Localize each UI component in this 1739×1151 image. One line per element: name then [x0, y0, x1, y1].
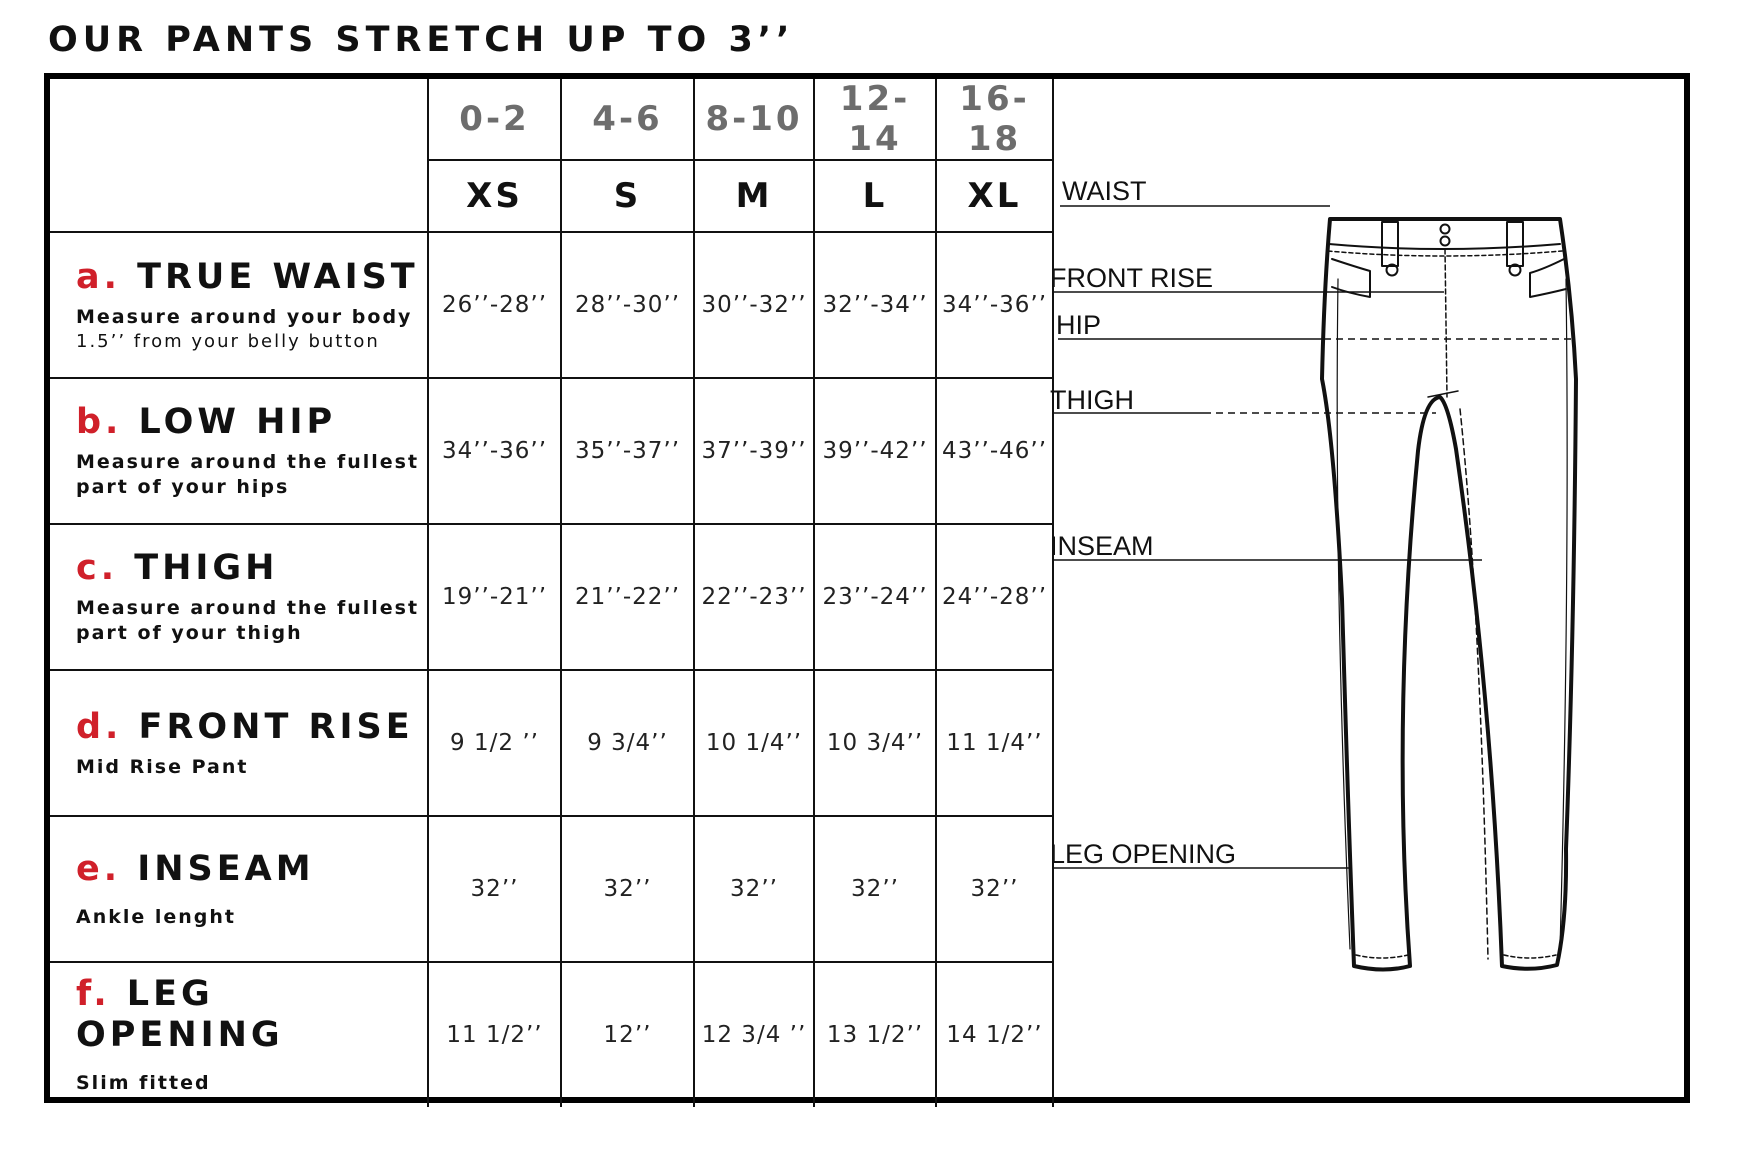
table-cell: 12’’: [561, 962, 694, 1107]
table-row: [50, 378, 1053, 524]
table-cell: 43’’-46’’: [936, 378, 1053, 524]
range-header-row: [50, 79, 1053, 160]
button: [1441, 225, 1450, 234]
size-chart-frame: [44, 73, 1690, 1103]
measurement-label: [50, 232, 428, 378]
table-cell: 10 1/4’’: [694, 670, 814, 816]
row-letter: f.: [76, 974, 111, 1015]
table-cell: 32’’: [814, 816, 936, 962]
measurement-label: [50, 670, 428, 816]
hip-label: HIP: [1056, 310, 1102, 340]
pocket: [1530, 259, 1566, 297]
table-cell: 34’’-36’’: [936, 232, 1053, 378]
table-cell: 32’’: [561, 816, 694, 962]
table-cell: 39’’-42’’: [814, 378, 936, 524]
table-cell: 19’’-21’’: [428, 524, 561, 670]
table-cell: 24’’-28’’: [936, 524, 1053, 670]
table-cell: 35’’-37’’: [561, 378, 694, 524]
row-letter: d.: [76, 706, 123, 747]
belt-loop: [1507, 222, 1523, 266]
table-cell: 37’’-39’’: [694, 378, 814, 524]
table-cell: 22’’-23’’: [694, 524, 814, 670]
size-header: XS: [428, 160, 561, 232]
table-cell: 13 1/2’’: [814, 962, 936, 1107]
row-letter: b.: [76, 402, 123, 443]
pants-diagram: [1052, 79, 1684, 1097]
table-cell: 34’’-36’’: [428, 378, 561, 524]
range-header: 8-10: [694, 79, 814, 160]
thigh-label: THIGH: [1050, 385, 1134, 415]
row-description: Slim fitted: [76, 1071, 211, 1094]
table-cell: 23’’-24’’: [814, 524, 936, 670]
belt-loop: [1382, 222, 1398, 266]
size-header: M: [694, 160, 814, 232]
table-cell: 10 3/4’’: [814, 670, 936, 816]
range-header: 4-6: [561, 79, 694, 160]
pants-outline: [1322, 219, 1576, 970]
measurement-label: [50, 378, 428, 524]
row-description: Ankle lenght: [76, 905, 237, 928]
size-header: L: [814, 160, 936, 232]
row-description: Measure around the fullest: [76, 451, 420, 474]
pants-illustration: [1052, 79, 1684, 1097]
row-name: TRUE WAIST: [137, 256, 419, 297]
size-table: [50, 79, 1054, 1107]
header-corner: [50, 79, 428, 232]
page-title: OUR PANTS STRETCH UP TO 3’’: [48, 20, 795, 60]
button: [1441, 237, 1450, 246]
table-cell: 11 1/2’’: [428, 962, 561, 1107]
row-name: INSEAM: [137, 848, 315, 889]
table-cell: 9 3/4’’: [561, 670, 694, 816]
row-description: part of your hips: [76, 476, 290, 499]
leg-opening-label: LEG OPENING: [1050, 839, 1237, 869]
table-cell: 12 3/4 ’’: [694, 962, 814, 1107]
table-row: [50, 816, 1053, 962]
table-cell: 21’’-22’’: [561, 524, 694, 670]
table-row: [50, 670, 1053, 816]
row-description: part of your thigh: [76, 622, 303, 645]
range-header: 12-14: [814, 79, 936, 160]
range-header: 0-2: [428, 79, 561, 160]
measurement-label: [50, 962, 428, 1107]
table-cell: 30’’-32’’: [694, 232, 814, 378]
table-cell: 32’’: [428, 816, 561, 962]
table-cell: 32’’-34’’: [814, 232, 936, 378]
size-header: XL: [936, 160, 1053, 232]
waist-label: WAIST: [1062, 176, 1147, 206]
table-cell: 14 1/2’’: [936, 962, 1053, 1107]
row-name: LOW HIP: [138, 402, 337, 443]
table-row: [50, 232, 1053, 378]
row-description: Measure around the fullest: [76, 597, 420, 620]
table-cell: 28’’-30’’: [561, 232, 694, 378]
size-header: S: [561, 160, 694, 232]
table-cell: 32’’: [694, 816, 814, 962]
row-letter: c.: [76, 548, 119, 589]
row-letter: a.: [76, 256, 121, 297]
table-row: [50, 962, 1053, 1107]
table-cell: 32’’: [936, 816, 1053, 962]
row-description: 1.5’’ from your belly button: [76, 330, 380, 352]
row-name: FRONT RISE: [138, 706, 414, 747]
table-cell: 11 1/4’’: [936, 670, 1053, 816]
table-cell: 9 1/2 ’’: [428, 670, 561, 816]
measurement-label: [50, 524, 428, 670]
row-name: LEG OPENING: [76, 974, 284, 1055]
row-description: Mid Rise Pant: [76, 755, 249, 778]
range-header: 16-18: [936, 79, 1053, 160]
table-cell: 26’’-28’’: [428, 232, 561, 378]
table-row: [50, 524, 1053, 670]
measurement-label: [50, 816, 428, 962]
row-letter: e.: [76, 848, 122, 889]
inseam-label: INSEAM: [1050, 531, 1154, 561]
row-name: THIGH: [134, 548, 279, 589]
row-description: Measure around your body: [76, 306, 413, 329]
front-rise-label: FRONT RISE: [1050, 263, 1214, 293]
